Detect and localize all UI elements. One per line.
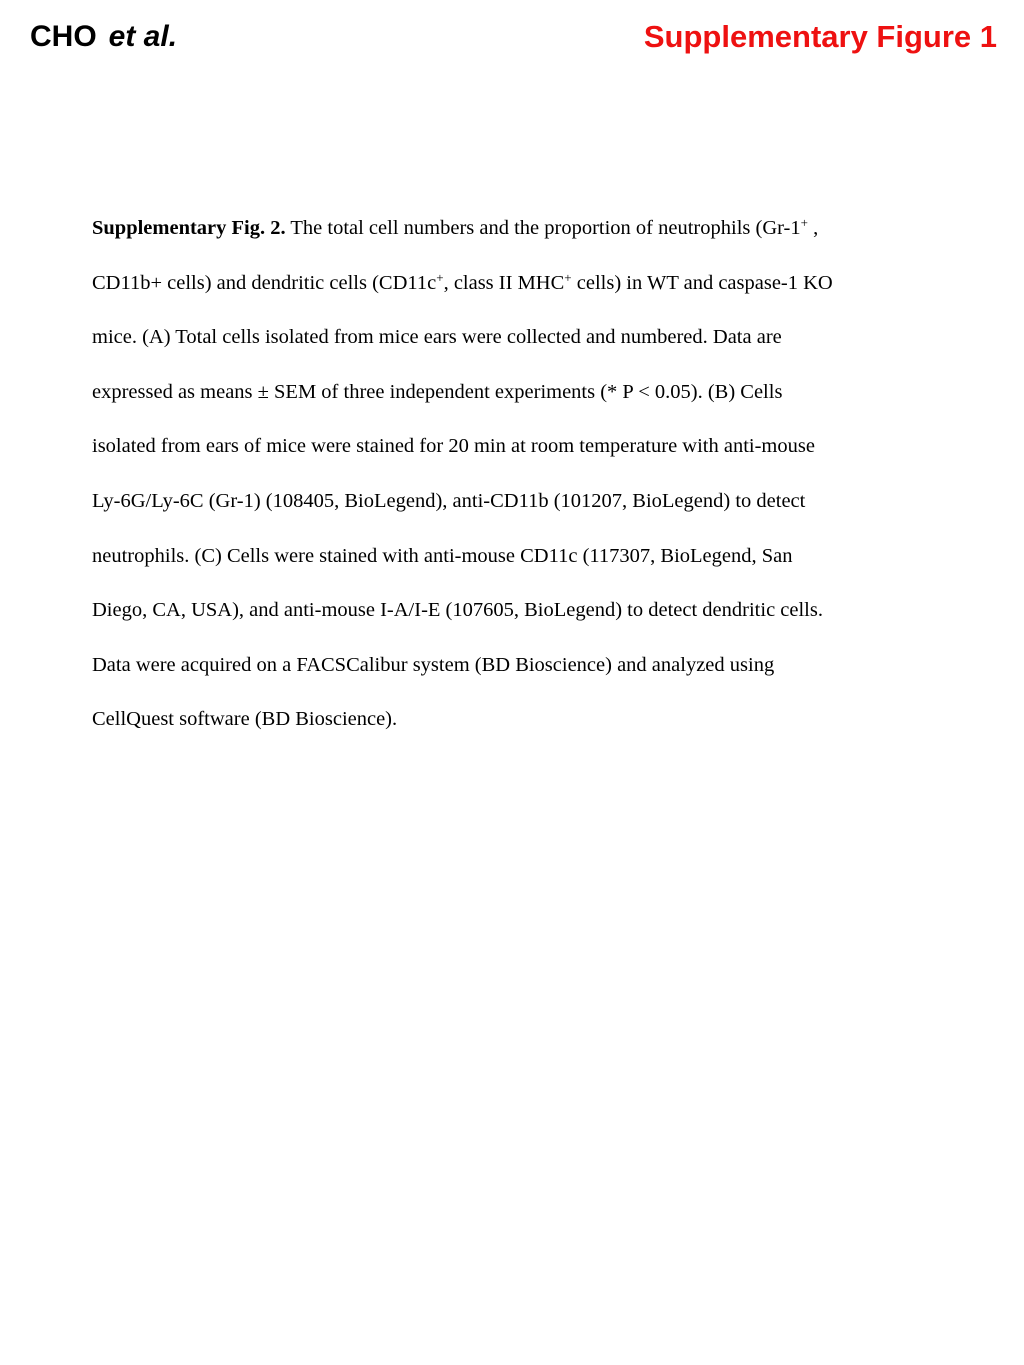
caption-line-10: CellQuest software (BD Bioscience). bbox=[92, 708, 398, 731]
caption-line-8: Diego, CA, USA), and anti-mouse I-A/I-E (107605, BioLegend) to detect dendritic cells. bbox=[92, 599, 823, 622]
figure-caption bbox=[92, 211, 932, 757]
superscript-plus: + bbox=[564, 269, 572, 285]
caption-line-4: expressed as means ± SEM of three independent experiments (* P < 0.05). (B) Cells bbox=[92, 380, 783, 403]
caption-line-1-text: The total cell numbers and the proportion of neutrophils (Gr-1 bbox=[285, 217, 801, 239]
caption-line-2-a: CD11b+ cells) and dendritic cells (CD11c bbox=[92, 271, 437, 294]
caption-line-1-end: , bbox=[807, 217, 819, 239]
caption-line-6: Ly-6G/Ly-6C (Gr-1) (108405, BioLegend), anti-CD11b (101207, BioLegend) to detect bbox=[92, 489, 806, 512]
caption-line-3: mice. (A) Total cells isolated from mice ears were collected and numbered. Data are bbox=[92, 326, 782, 349]
caption-line-2 bbox=[92, 266, 932, 321]
caption-line-7: neutrophils. (C) Cells were stained with anti-mouse CD11c (117307, BioLegend, San bbox=[92, 544, 793, 567]
author-header bbox=[30, 20, 177, 54]
caption-label: Supplementary Fig. 2. bbox=[92, 217, 286, 239]
caption-line-2-c: cells) in WT and caspase-1 KO bbox=[571, 271, 833, 294]
superscript-plus: + bbox=[436, 269, 444, 285]
et-al: et al. bbox=[108, 20, 178, 53]
caption-line-5: isolated from ears of mice were stained for 20 min at room temperature with anti-mouse bbox=[92, 435, 815, 458]
caption-line-9: Data were acquired on a FACSCalibur system (BD Bioscience) and analyzed using bbox=[92, 653, 775, 676]
superscript-plus: + bbox=[800, 215, 808, 230]
caption-line-1 bbox=[92, 211, 932, 266]
caption-line-2-b: , class II MHC bbox=[443, 271, 565, 294]
author-name: CHO bbox=[30, 20, 97, 53]
figure-label: Supplementary Figure 1 bbox=[643, 19, 997, 54]
